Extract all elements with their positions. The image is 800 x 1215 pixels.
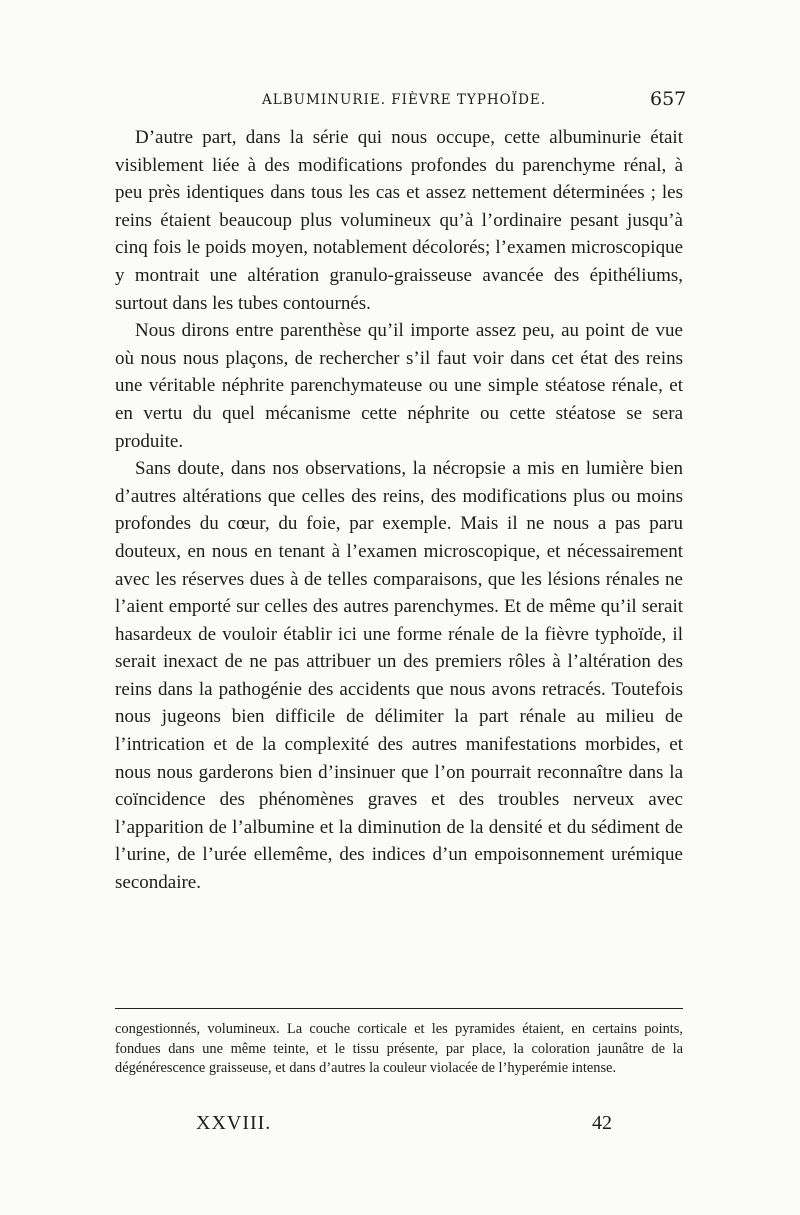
signature-mark: XXVIII. (196, 1112, 272, 1134)
paragraph: D’autre part, dans la série qui nous occupe, cette albuminurie était visiblement liée à des modifications profondes du parenchyme rénal, à peu près identiques dans tous les cas et assez nettement déterminées ; les reins étaient beaucoup plus volumineux qu’à l’ordinaire pesant jusqu’à cinq fois le poids moyen, notablement décolorés; l’examen microscopique y montrait une altération granulo-graisseuse avancée des épithéliums, surtout dans les tubes contournés. (115, 127, 683, 314)
sheet-number: 42 (592, 1112, 612, 1134)
footnote-divider (115, 1008, 683, 1009)
main-text (115, 124, 683, 897)
paragraph: Nous dirons entre parenthèse qu’il importe assez peu, au point de vue où nous nous plaçons, de rechercher s’il faut voir dans cet état des reins une véritable néphrite parenchymateuse ou une simple stéatose rénale, et en vertu du quel mécanisme cette néphrite ou cette stéatose se sera produite. (115, 320, 683, 452)
page-number: 657 (650, 88, 687, 110)
footnote: congestionnés, volumineux. La couche corticale et les pyramides étaient, en certains points, fondues dans une même teinte, et le tissu présente, par place, la coloration jaunâtre de la dégénérescence graisseuse, et dans d’autres la couleur violacée de l’hyperémie intense. (115, 1021, 683, 1077)
paragraph: Sans doute, dans nos observations, la nécropsie a mis en lumière bien d’autres altérations que celles des reins, des modifications plus ou moins profondes du cœur, du foie, par exemple. Mais il ne nous a pas paru douteux, en nous en tenant à l’examen microscopique, et nécessairement avec les réserves dues à de telles comparaisons, que les lésions rénales ne l’aient emporté sur celles des autres parenchymes. Et de même qu’il serait hasardeux de vouloir établir ici une forme rénale de la fièvre typhoïde, il serait inexact de ne pas attribuer un des premiers rôles à l’altération des reins dans la pathogénie des accidents que nous avons retracés. Toutefois nous jugeons bien difficile de délimiter la part rénale au milieu de l’intrication et de la complexité des autres manifestations morbides, et nous nous garderons bien d’insinuer que l’on pourrait reconnaître dans la coïncidence des phénomènes graves et des troubles nerveux avec l’apparition de l’albumine et la diminution de la densité et du sédiment de l’urine, de l’urée ellemême, des indices d’un empoisonnement urémique secondaire. (115, 458, 683, 894)
running-title: ALBUMINURIE. FIÈVRE TYPHOÏDE. (262, 92, 547, 108)
